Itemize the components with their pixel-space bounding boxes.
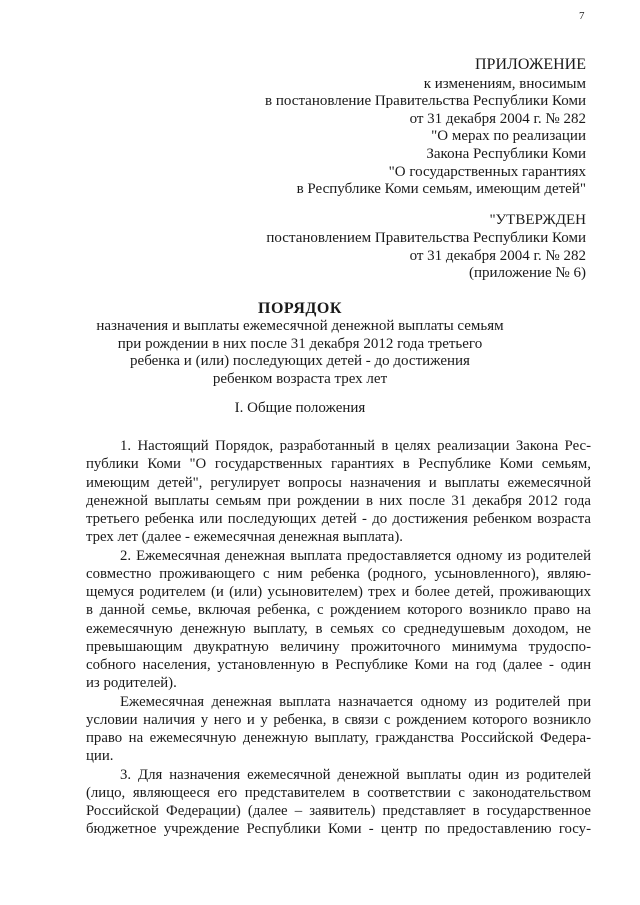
text-line: бюджетное учреждение Республики Коми - центр по предоставлению госу- [86,821,591,838]
document-subtitle-line: при рождении в них после 31 декабря 2012 года третьего [117,335,483,352]
appendix-line: Закона Республики Коми [426,145,586,162]
approved-line: "УТВЕРЖДЕН [489,212,586,228]
document-title: ПОРЯДОК [258,300,342,317]
text-line: щемуся родителем (и (или) усыновителем) трех и более детей, проживающих [86,584,591,600]
appendix-line: "О мерах по реализации [431,128,586,145]
text-line: трех лет (далее - ежемесячная денежная выплата). [86,529,403,546]
text-line: публики Коми "О государственных гарантиях в Республике Коми семьям, [86,456,591,473]
page-number: 7 [579,10,585,22]
text-line: Российской Федерации) (далее – заявитель) представляет в государственное [86,803,591,819]
document-body [86,437,591,839]
text-line: ции. [86,748,114,765]
text-line: собного населения, установленную в Республике Коми на год (далее - один [86,657,591,673]
text-line: 3. Для назначения ежемесячной денежной выплаты один из родителей [120,766,591,783]
document-subtitle-line: назначения и выплаты ежемесячной денежной выплаты семьям [96,318,504,334]
paragraph-2 [86,547,591,693]
text-line: из родителей). [86,675,177,692]
text-line: в данной семье, включая ребенка, с рождением которого возникло право на [86,602,591,619]
text-line: совместно проживающего с ним ребенка (родного, усыновленного), являю- [86,565,591,582]
approved-line: (приложение № 6) [468,265,586,282]
approved-block [266,212,586,283]
text-line: условии наличия у него и у ребенка, в связи с рождением которого возникло [86,711,591,728]
appendix-title: ПРИЛОЖЕНИЕ [474,56,586,73]
paragraph-4 [86,766,591,839]
paragraph-3 [86,693,591,766]
approved-line: от 31 декабря 2004 г. № 282 [409,247,586,264]
text-line: право на ежемесячную денежную выплату, гражданства Российской Федера- [86,730,591,746]
document-subtitle-line: ребенком возраста трех лет [212,370,388,387]
text-line: ежемесячную денежную выплату, в семьях со среднедушевым доходом, не [86,620,591,637]
text-line: превышающим двукратную величину прожиточного минимума трудоспо- [86,638,591,655]
appendix-line: "О государственных гарантиях [388,163,586,180]
appendix-line: от 31 декабря 2004 г. № 282 [409,110,586,127]
appendix-line: в постановление Правительства Республики Коми [265,93,586,110]
text-line: 1. Настоящий Порядок, разработанный в целях реализации Закона Рес- [120,438,591,454]
appendix-line: в Республике Коми семьям, имеющим детей" [296,181,586,198]
text-line: третьего ребенка или последующих детей - до достижения ребенком возраста [86,511,591,527]
text-line: Ежемесячная денежная выплата назначается одному из родителей при [120,693,591,710]
paragraph-1 [86,437,591,547]
text-line: (лицо, являющееся его представителем в соответствии с законодательством [86,784,591,801]
appendix-line: к изменениям, вносимым [423,75,586,92]
text-line: имеющим детей", регулирует вопросы назначения и выплаты ежемесячной [86,474,591,491]
text-line: 2. Ежемесячная денежная выплата предоставляется одному из родителей [120,547,591,564]
text-line: денежной выплаты семьям при рождении в них после 31 декабря 2012 года [86,492,591,509]
document-subtitle-line: ребенка и (или) последующих детей - до достижения [130,353,470,370]
approved-line: постановлением Правительства Республики Коми [266,229,586,246]
section-title: I. Общие положения [234,400,366,416]
document-heading [80,300,520,388]
appendix-block [265,56,586,199]
